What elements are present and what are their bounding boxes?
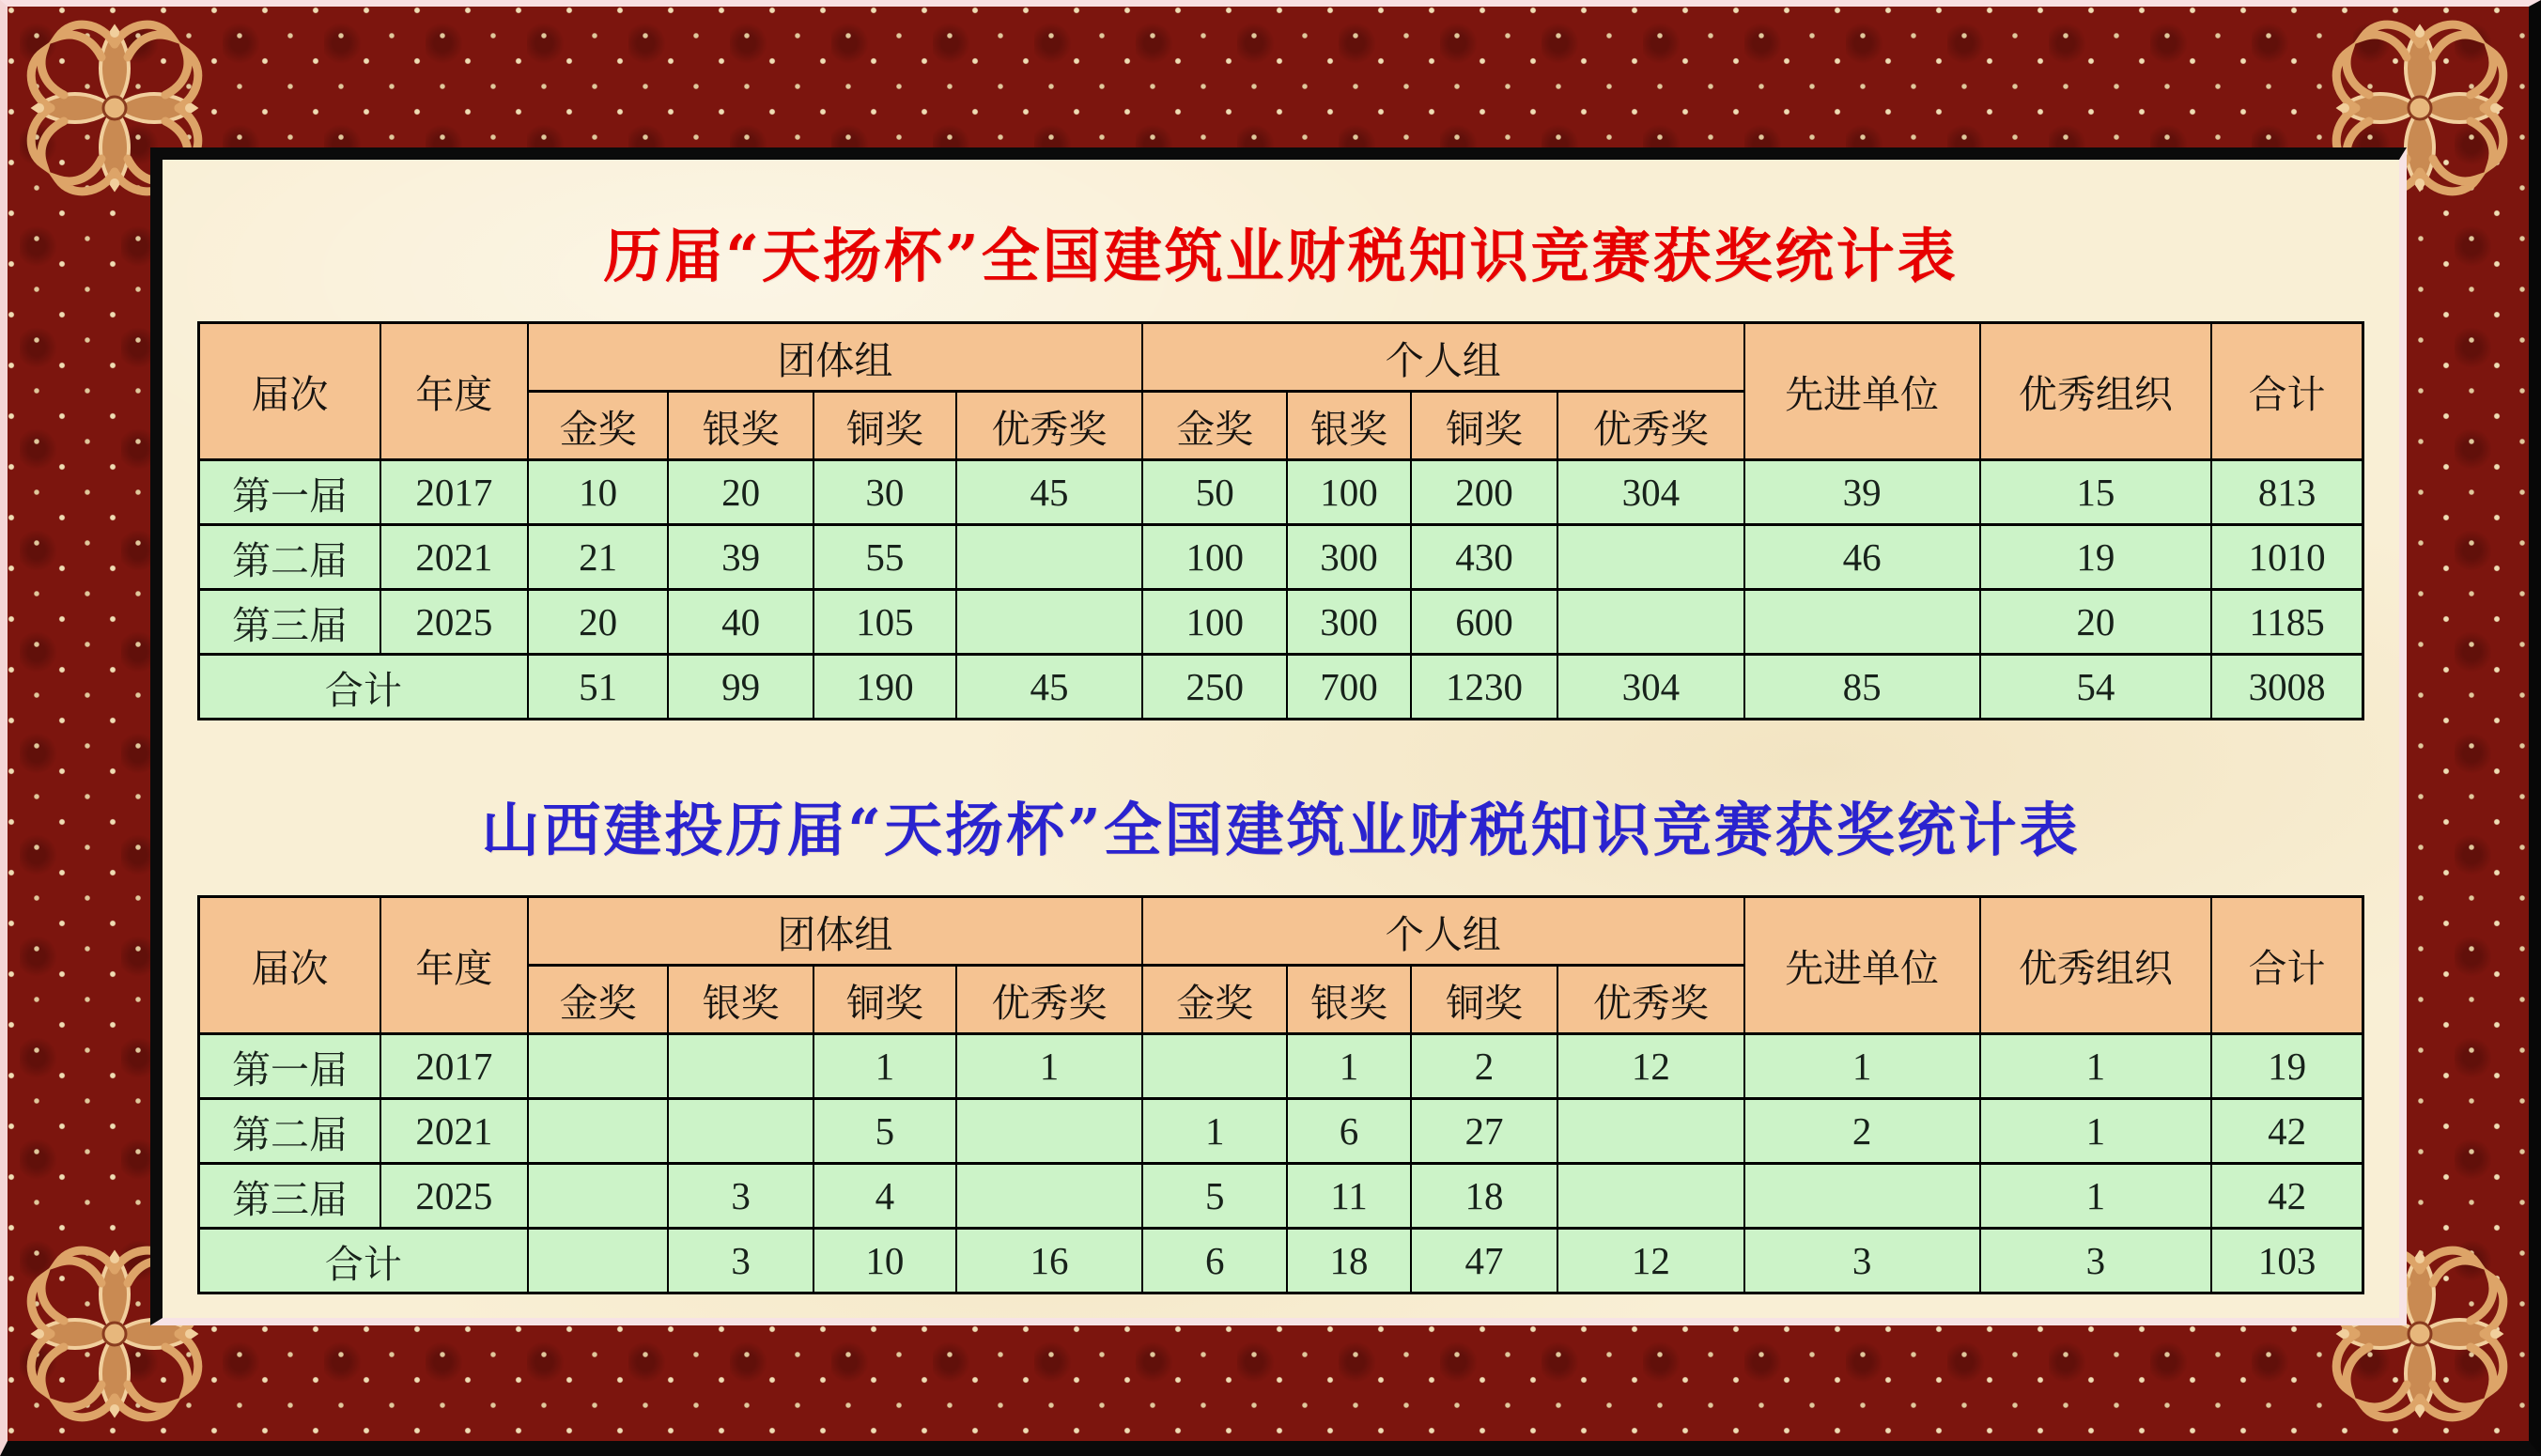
data-cell	[1142, 1034, 1287, 1099]
header-ind-silver: 银奖	[1287, 966, 1410, 1034]
header-team-gold: 金奖	[528, 966, 669, 1034]
data-cell: 55	[813, 525, 956, 590]
shanxi-stats-title: 山西建投历届“天扬杯”全国建筑业财税知识竞赛获奖统计表	[481, 796, 2081, 864]
national-stats-title: 历届“天扬杯”全国建筑业财税知识竞赛获奖统计表	[603, 222, 1959, 290]
header-session: 届次	[199, 323, 381, 460]
table-row	[199, 460, 2363, 525]
data-cell: 20	[528, 590, 669, 655]
session-cell: 第一届	[199, 460, 381, 525]
data-cell: 430	[1411, 525, 1558, 590]
data-cell: 40	[668, 590, 813, 655]
shanxi-awards-table	[197, 895, 2364, 1294]
data-cell: 45	[956, 655, 1142, 720]
header-team-excellence: 优秀奖	[956, 966, 1142, 1034]
data-cell: 20	[668, 460, 813, 525]
data-cell: 46	[1744, 525, 1980, 590]
header-total: 合计	[2211, 323, 2363, 460]
header-ind-gold: 金奖	[1142, 966, 1287, 1034]
data-cell: 50	[1142, 460, 1287, 525]
data-cell: 3	[668, 1164, 813, 1229]
data-cell: 1	[956, 1034, 1142, 1099]
data-cell	[1744, 1164, 1980, 1229]
table-row	[199, 1034, 2363, 1099]
data-cell: 18	[1287, 1229, 1410, 1293]
table-row	[199, 525, 2363, 590]
data-cell: 42	[2211, 1164, 2363, 1229]
data-cell: 10	[813, 1229, 956, 1293]
data-cell: 190	[813, 655, 956, 720]
data-cell: 1	[1142, 1099, 1287, 1164]
year-cell: 2025	[380, 590, 528, 655]
data-cell: 1	[1287, 1034, 1410, 1099]
data-cell: 16	[956, 1229, 1142, 1293]
header-advanced-unit: 先进单位	[1744, 323, 1980, 460]
data-cell	[956, 590, 1142, 655]
data-cell	[956, 525, 1142, 590]
total-row	[199, 1229, 2363, 1293]
data-cell: 100	[1142, 590, 1287, 655]
data-cell	[1557, 590, 1743, 655]
data-cell: 600	[1411, 590, 1558, 655]
header-individual-group: 个人组	[1142, 323, 1743, 392]
data-cell: 20	[1980, 590, 2212, 655]
data-cell: 105	[813, 590, 956, 655]
header-year: 年度	[380, 897, 528, 1034]
data-cell: 1	[1980, 1034, 2212, 1099]
data-cell: 1	[1980, 1164, 2212, 1229]
data-cell: 6	[1287, 1099, 1410, 1164]
table-row	[199, 1164, 2363, 1229]
session-cell: 第三届	[199, 1164, 381, 1229]
data-cell: 4	[813, 1164, 956, 1229]
data-cell: 1	[1744, 1034, 1980, 1099]
data-cell: 51	[528, 655, 669, 720]
year-cell: 2021	[380, 1099, 528, 1164]
data-cell: 3	[1980, 1229, 2212, 1293]
data-cell: 100	[1142, 525, 1287, 590]
table-row	[199, 1099, 2363, 1164]
header-session: 届次	[199, 897, 381, 1034]
header-team-silver: 银奖	[668, 392, 813, 460]
data-cell	[956, 1099, 1142, 1164]
data-cell: 45	[956, 460, 1142, 525]
data-cell: 250	[1142, 655, 1287, 720]
header-ind-bronze: 铜奖	[1411, 392, 1558, 460]
data-cell: 30	[813, 460, 956, 525]
header-team-bronze: 铜奖	[813, 966, 956, 1034]
data-cell: 3	[668, 1229, 813, 1293]
header-excellent-org: 优秀组织	[1980, 323, 2212, 460]
header-year: 年度	[380, 323, 528, 460]
data-cell	[528, 1164, 669, 1229]
data-cell: 21	[528, 525, 669, 590]
data-cell: 2	[1744, 1099, 1980, 1164]
data-cell: 12	[1557, 1034, 1743, 1099]
total-row	[199, 655, 2363, 720]
data-cell	[956, 1164, 1142, 1229]
header-advanced-unit: 先进单位	[1744, 897, 1980, 1034]
data-cell	[1744, 590, 1980, 655]
data-cell: 1230	[1411, 655, 1558, 720]
year-cell: 2017	[380, 460, 528, 525]
header-team-group: 团体组	[528, 323, 1142, 392]
data-cell: 1185	[2211, 590, 2363, 655]
data-cell: 85	[1744, 655, 1980, 720]
data-cell	[1557, 1164, 1743, 1229]
header-total: 合计	[2211, 897, 2363, 1034]
header-team-group: 团体组	[528, 897, 1142, 966]
session-cell: 第二届	[199, 1099, 381, 1164]
data-cell	[528, 1099, 669, 1164]
data-cell: 42	[2211, 1099, 2363, 1164]
year-cell: 2025	[380, 1164, 528, 1229]
header-team-gold: 金奖	[528, 392, 669, 460]
header-ind-excellence: 优秀奖	[1557, 966, 1743, 1034]
data-cell: 27	[1411, 1099, 1558, 1164]
header-ind-silver: 银奖	[1287, 392, 1410, 460]
data-cell	[668, 1034, 813, 1099]
data-cell: 3008	[2211, 655, 2363, 720]
data-cell: 103	[2211, 1229, 2363, 1293]
header-team-bronze: 铜奖	[813, 392, 956, 460]
data-cell	[1557, 1099, 1743, 1164]
content-panel	[150, 147, 2407, 1325]
data-cell: 11	[1287, 1164, 1410, 1229]
data-cell: 15	[1980, 460, 2212, 525]
session-cell: 第三届	[199, 590, 381, 655]
data-cell: 39	[668, 525, 813, 590]
data-cell: 1010	[2211, 525, 2363, 590]
data-cell: 2	[1411, 1034, 1558, 1099]
data-cell: 200	[1411, 460, 1558, 525]
data-cell: 700	[1287, 655, 1410, 720]
data-cell: 3	[1744, 1229, 1980, 1293]
header-ind-excellence: 优秀奖	[1557, 392, 1743, 460]
data-cell: 19	[2211, 1034, 2363, 1099]
table-row	[199, 590, 2363, 655]
data-cell: 1	[813, 1034, 956, 1099]
data-cell: 19	[1980, 525, 2212, 590]
year-cell: 2017	[380, 1034, 528, 1099]
data-cell: 99	[668, 655, 813, 720]
data-cell	[668, 1099, 813, 1164]
data-cell: 10	[528, 460, 669, 525]
data-cell	[528, 1034, 669, 1099]
national-awards-table	[197, 321, 2364, 720]
header-team-silver: 银奖	[668, 966, 813, 1034]
header-excellent-org: 优秀组织	[1980, 897, 2212, 1034]
data-cell	[528, 1229, 669, 1293]
data-cell: 47	[1411, 1229, 1558, 1293]
data-cell: 6	[1142, 1229, 1287, 1293]
data-cell: 1	[1980, 1099, 2212, 1164]
header-team-excellence: 优秀奖	[956, 392, 1142, 460]
total-label-cell: 合计	[199, 655, 528, 720]
session-cell: 第一届	[199, 1034, 381, 1099]
total-label-cell: 合计	[199, 1229, 528, 1293]
header-ind-bronze: 铜奖	[1411, 966, 1558, 1034]
data-cell: 5	[813, 1099, 956, 1164]
header-ind-gold: 金奖	[1142, 392, 1287, 460]
data-cell: 304	[1557, 655, 1743, 720]
session-cell: 第二届	[199, 525, 381, 590]
data-cell: 304	[1557, 460, 1743, 525]
data-cell: 18	[1411, 1164, 1558, 1229]
data-cell: 39	[1744, 460, 1980, 525]
header-individual-group: 个人组	[1142, 897, 1743, 966]
data-cell: 300	[1287, 590, 1410, 655]
data-cell: 813	[2211, 460, 2363, 525]
data-cell: 300	[1287, 525, 1410, 590]
data-cell	[1557, 525, 1743, 590]
data-cell: 5	[1142, 1164, 1287, 1229]
data-cell: 100	[1287, 460, 1410, 525]
year-cell: 2021	[380, 525, 528, 590]
data-cell: 54	[1980, 655, 2212, 720]
data-cell: 12	[1557, 1229, 1743, 1293]
